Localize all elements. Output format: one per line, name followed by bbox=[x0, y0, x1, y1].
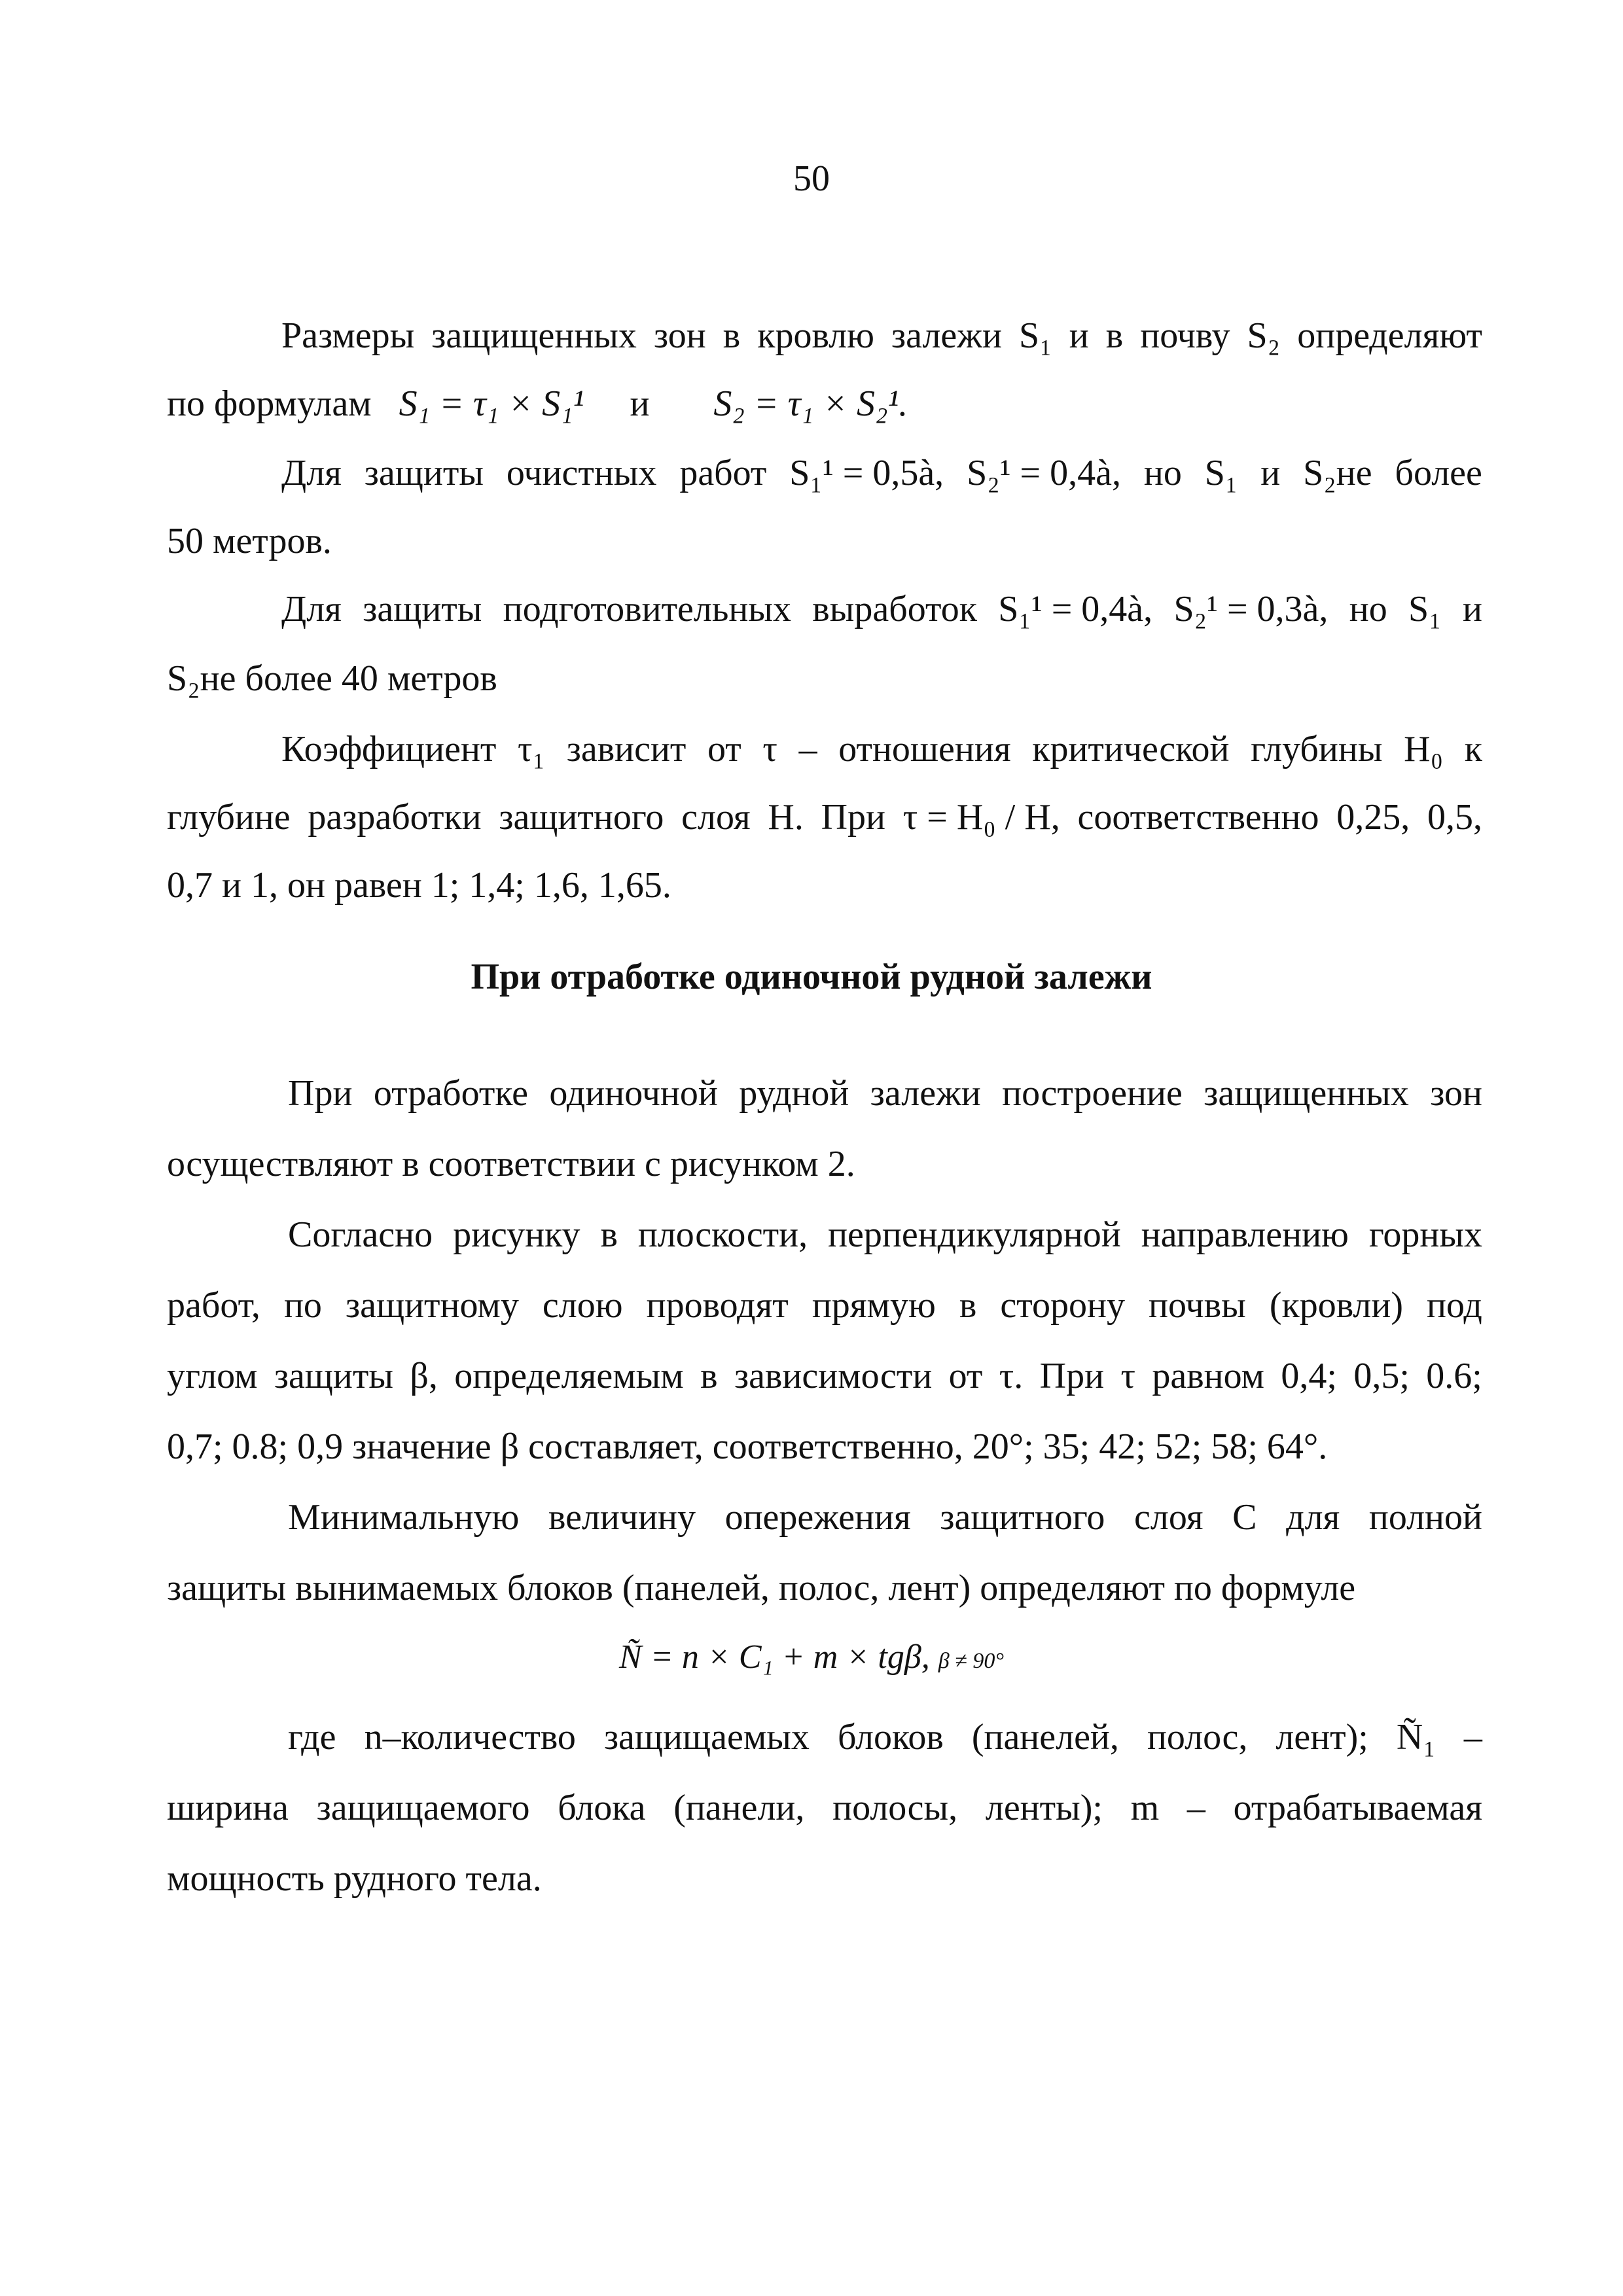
word: Размеры bbox=[281, 315, 415, 356]
word: слою bbox=[542, 1285, 623, 1326]
word: S₂ bbox=[1247, 315, 1281, 356]
word: величину bbox=[548, 1497, 696, 1538]
word: кровлю bbox=[757, 315, 874, 356]
word: для bbox=[1286, 1497, 1340, 1538]
paragraph-1-line-2 bbox=[167, 381, 908, 427]
word: рудной bbox=[739, 1073, 849, 1114]
word: τ. bbox=[999, 1356, 1024, 1396]
text-run: и bbox=[630, 383, 650, 424]
word: При bbox=[1039, 1356, 1105, 1396]
word: – bbox=[1186, 1788, 1205, 1828]
paragraph-4-line-3: 0,7 и 1, он равен 1; 1,4; 1,6, 1,65. bbox=[167, 865, 671, 906]
word: лент); bbox=[1275, 1717, 1368, 1757]
paragraph-6-line-3 bbox=[167, 1353, 1482, 1399]
word: более bbox=[1395, 453, 1482, 493]
word: m bbox=[1130, 1788, 1160, 1828]
word: 0.6; bbox=[1426, 1356, 1482, 1396]
word: защищенных bbox=[1204, 1073, 1409, 1114]
word: разработки bbox=[308, 797, 482, 838]
word: и bbox=[1069, 315, 1089, 356]
word: S₂не bbox=[1303, 453, 1372, 493]
word: Ñ₁ bbox=[1396, 1717, 1436, 1757]
word: залежи bbox=[891, 315, 1002, 356]
main-formula bbox=[0, 1634, 1623, 1684]
word: в bbox=[722, 315, 741, 356]
word: в bbox=[959, 1285, 977, 1326]
word: полос, bbox=[1147, 1717, 1248, 1757]
word: сторону bbox=[1000, 1285, 1125, 1326]
word: Минимальную bbox=[288, 1497, 520, 1538]
word: равном bbox=[1152, 1356, 1264, 1396]
word: n–количество bbox=[364, 1717, 576, 1757]
word: защиты bbox=[363, 589, 482, 629]
paragraph-6-line-1 bbox=[288, 1212, 1482, 1258]
paragraph-8-line-3: мощность рудного тела. bbox=[167, 1858, 542, 1899]
word: защищаемых bbox=[603, 1717, 810, 1757]
paragraph-4-line-1 bbox=[281, 726, 1482, 772]
word: τ = H₀ / H, bbox=[902, 797, 1060, 838]
word: горных bbox=[1368, 1214, 1482, 1255]
word: залежи bbox=[870, 1073, 981, 1114]
formula-s1: S₁ = τ₁ × S₁¹ bbox=[399, 383, 584, 424]
word: τ bbox=[1120, 1356, 1135, 1396]
word: рисунку bbox=[453, 1214, 580, 1255]
word: и bbox=[1463, 589, 1482, 629]
word: но bbox=[1143, 453, 1182, 493]
word: S₁ bbox=[1408, 589, 1442, 629]
word: τ₁ bbox=[518, 729, 546, 769]
formula-s2: S₂ = τ₁ × S₂¹. bbox=[713, 383, 908, 424]
word: от bbox=[948, 1356, 983, 1396]
word: проводят bbox=[646, 1285, 789, 1326]
word: полной bbox=[1368, 1497, 1482, 1538]
word: При bbox=[288, 1073, 353, 1114]
word: где bbox=[288, 1717, 336, 1757]
word: При bbox=[821, 797, 885, 838]
word: Для bbox=[281, 453, 342, 493]
word: глубине bbox=[167, 797, 291, 838]
word: определяют bbox=[1297, 315, 1482, 356]
word: и bbox=[1260, 453, 1281, 493]
paragraph-2-line-2: 50 метров. bbox=[167, 521, 332, 561]
word: (кровли) bbox=[1269, 1285, 1403, 1326]
paragraph-4-line-2 bbox=[167, 794, 1482, 840]
word: направлению bbox=[1141, 1214, 1349, 1255]
word: (панели, bbox=[673, 1788, 805, 1828]
word: 0,25, bbox=[1336, 797, 1410, 838]
word: τ bbox=[762, 729, 777, 769]
word: зон bbox=[653, 315, 706, 356]
word: слоя bbox=[1134, 1497, 1204, 1538]
word: ширина bbox=[167, 1788, 289, 1828]
word: защитного bbox=[940, 1497, 1105, 1538]
word: одиночной bbox=[549, 1073, 718, 1114]
word: в bbox=[600, 1214, 618, 1255]
word: подготовительных bbox=[503, 589, 791, 629]
word: зон bbox=[1430, 1073, 1482, 1114]
word: 0,5, bbox=[1427, 797, 1482, 838]
word: S₁¹ = 0,4à, bbox=[998, 589, 1153, 629]
paragraph-1-line-1 bbox=[281, 313, 1482, 359]
word: H₀ bbox=[1404, 729, 1444, 769]
word: выработок bbox=[812, 589, 977, 629]
word: работ bbox=[679, 453, 767, 493]
word: защищаемого bbox=[316, 1788, 530, 1828]
word: опережения bbox=[724, 1497, 911, 1538]
paragraph-5-line-2: осуществляют в соответствии с рисунком 2. bbox=[167, 1144, 855, 1184]
word: построение bbox=[1002, 1073, 1183, 1114]
word: S₁¹ = 0,5à, bbox=[789, 453, 944, 493]
word: углом bbox=[167, 1356, 258, 1396]
word: ленты); bbox=[985, 1788, 1103, 1828]
word: β, bbox=[410, 1356, 438, 1396]
paragraph-5-line-1 bbox=[288, 1070, 1482, 1116]
word: отрабатываемая bbox=[1233, 1788, 1482, 1828]
word: S₂¹ = 0,4à, bbox=[967, 453, 1121, 493]
word: (панелей, bbox=[971, 1717, 1119, 1757]
word: глубины bbox=[1251, 729, 1383, 769]
word: S₂¹ = 0,3à, bbox=[1173, 589, 1329, 629]
paragraph-8-line-2 bbox=[167, 1785, 1482, 1831]
paragraph-6-line-4: 0,7; 0.8; 0,9 значение β составляет, соответственно, 20°; 35; 42; 52; 58; 64°. bbox=[167, 1426, 1328, 1467]
word: Коэффициент bbox=[281, 729, 497, 769]
word: от bbox=[707, 729, 741, 769]
word: – bbox=[798, 729, 817, 769]
formula-expression: Ñ = n × C₁ + m × tgβ, bbox=[619, 1638, 930, 1676]
word: почвы bbox=[1149, 1285, 1246, 1326]
word: в bbox=[1105, 315, 1124, 356]
formula-condition: β ≠ 90° bbox=[938, 1649, 1004, 1673]
word: зависит bbox=[566, 729, 687, 769]
word: H. bbox=[768, 797, 804, 838]
word: S₁ bbox=[1204, 453, 1238, 493]
word: – bbox=[1463, 1717, 1482, 1757]
word: очистных bbox=[506, 453, 657, 493]
word: под bbox=[1427, 1285, 1482, 1326]
word: в bbox=[700, 1356, 718, 1396]
word: защиты bbox=[364, 453, 484, 493]
page-number: 50 bbox=[793, 158, 830, 199]
word: зависимости bbox=[734, 1356, 933, 1396]
word: плоскости, bbox=[637, 1214, 808, 1255]
word: защищенных bbox=[431, 315, 637, 356]
section-heading: При отработке одиночной рудной залежи bbox=[471, 957, 1152, 997]
word: блоков bbox=[837, 1717, 944, 1757]
paragraph-3-line-1 bbox=[281, 586, 1482, 632]
paragraph-3-line-2: S₂не более 40 метров bbox=[167, 658, 497, 699]
word: слоя bbox=[681, 797, 751, 838]
word: 0,4; bbox=[1281, 1356, 1337, 1396]
word: C bbox=[1232, 1497, 1257, 1538]
word: 0,5; bbox=[1353, 1356, 1410, 1396]
word: критической bbox=[1032, 729, 1230, 769]
word: отношения bbox=[838, 729, 1011, 769]
word: S₁ bbox=[1019, 315, 1052, 356]
word: перпендикулярной bbox=[828, 1214, 1121, 1255]
paragraph-8-line-1 bbox=[288, 1714, 1482, 1760]
word: работ, bbox=[167, 1285, 260, 1326]
word: защитному bbox=[345, 1285, 519, 1326]
word: по bbox=[283, 1285, 322, 1326]
word: почву bbox=[1140, 315, 1230, 356]
paragraph-6-line-2 bbox=[167, 1282, 1482, 1328]
word: прямую bbox=[812, 1285, 936, 1326]
word: защитного bbox=[499, 797, 664, 838]
paragraph-7-line-1 bbox=[288, 1494, 1482, 1540]
word: соответственно bbox=[1077, 797, 1319, 838]
word: определяемым bbox=[454, 1356, 684, 1396]
word: Для bbox=[281, 589, 342, 629]
word: блока bbox=[558, 1788, 646, 1828]
word: Согласно bbox=[288, 1214, 433, 1255]
text-run: по формулам bbox=[167, 383, 372, 424]
word: защиты bbox=[274, 1356, 393, 1396]
paragraph-7-line-2: защиты вынимаемых блоков (панелей, полос, лент) определяют по формуле bbox=[167, 1568, 1356, 1608]
word: но bbox=[1349, 589, 1387, 629]
word: отработке bbox=[373, 1073, 528, 1114]
word: к bbox=[1464, 729, 1482, 769]
paragraph-2-line-1 bbox=[281, 450, 1482, 496]
word: полосы, bbox=[832, 1788, 958, 1828]
